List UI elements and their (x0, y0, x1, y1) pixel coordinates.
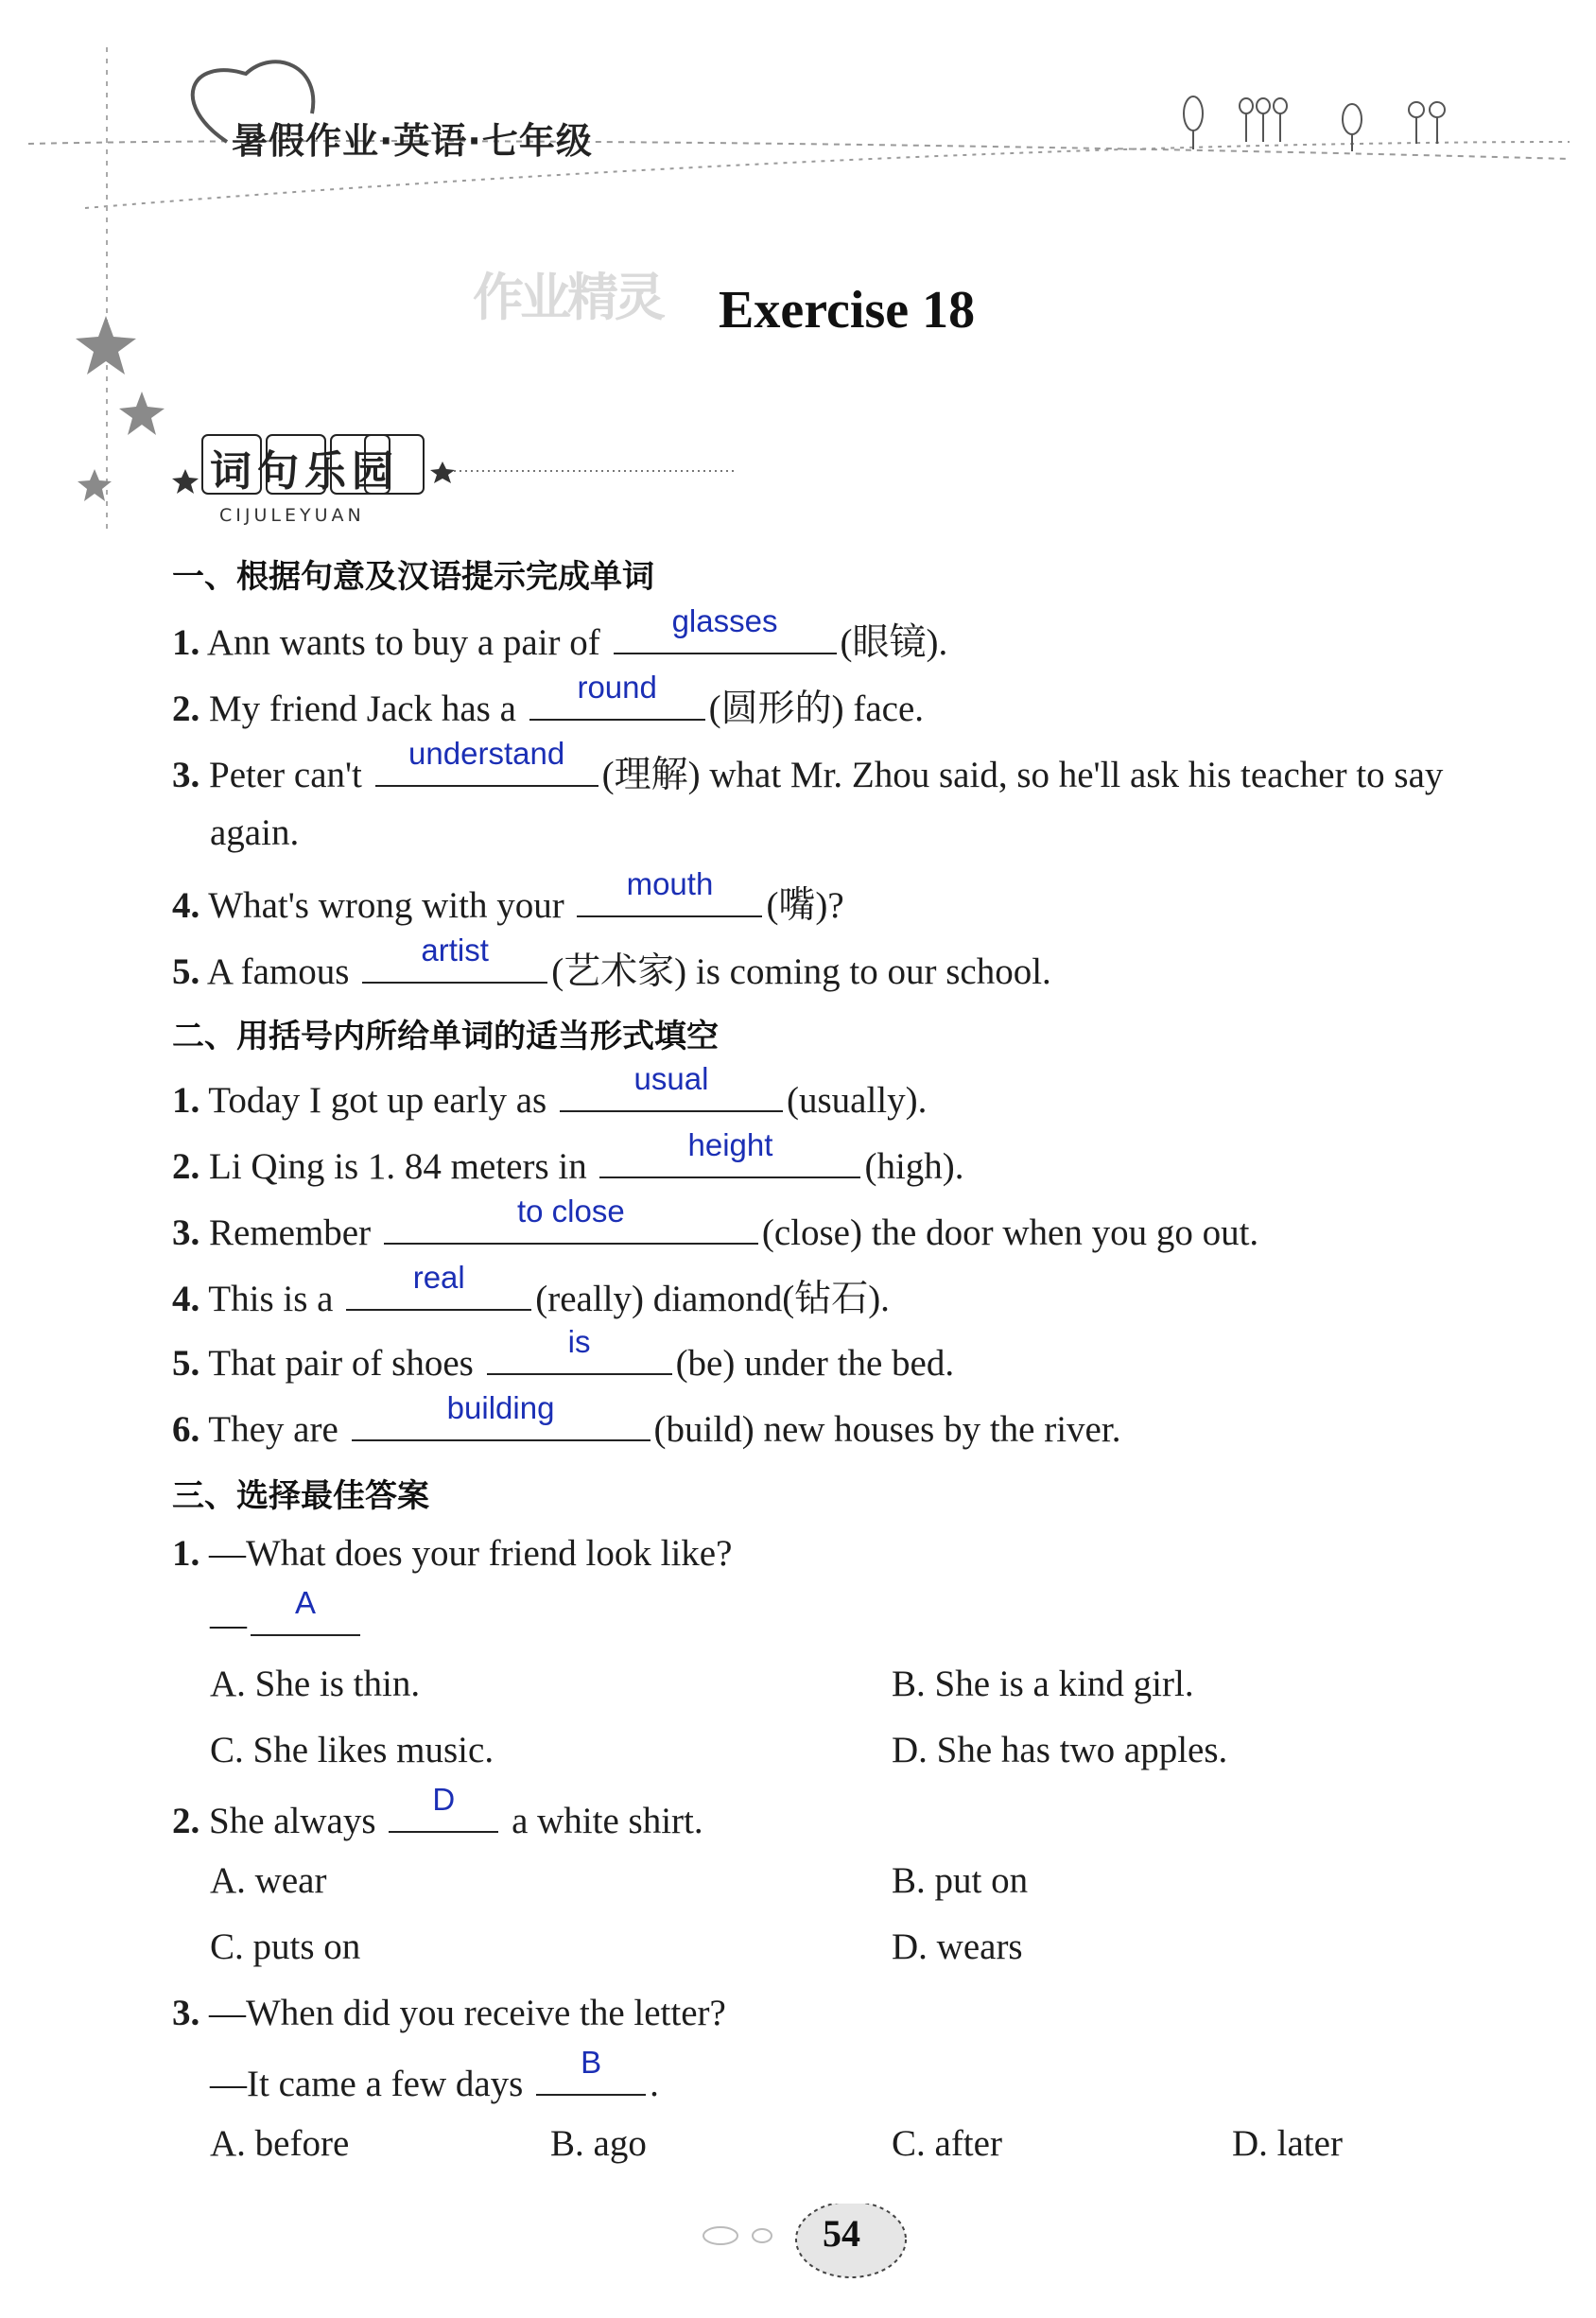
s3-q3-answer-line: —It came a few days B . (210, 2045, 659, 2104)
s3-q1-option-c[interactable]: C. She likes music. (210, 1730, 494, 1770)
s3-q1-option-a[interactable]: A. She is thin. (210, 1664, 421, 1704)
s3-q1-option-b[interactable]: B. She is a kind girl. (892, 1664, 1194, 1704)
answer-blank[interactable]: artist (362, 944, 547, 984)
s3-q2: 2. She always D a white shirt. (172, 1782, 703, 1841)
s1-q3: 3. Peter can't understand (理解) what Mr. Zhou said, so he'll ask his teacher to say (172, 736, 1444, 795)
s3-q3-option-c[interactable]: C. after (892, 2123, 1002, 2164)
s3-q3-option-a[interactable]: A. before (210, 2123, 350, 2164)
s3-q2-option-d[interactable]: D. wears (892, 1926, 1023, 1967)
page-number-decoration (700, 2204, 927, 2289)
answer-blank[interactable]: D (389, 1793, 498, 1833)
section-badge: 词句乐园 (210, 447, 399, 496)
page-number: 54 (823, 2212, 860, 2255)
s1-q1: 1. Ann wants to buy a pair of glasses (眼镜). (172, 603, 948, 663)
section-1-heading: 一、根据句意及汉语提示完成单词 (172, 558, 654, 596)
answer-blank[interactable]: to close (384, 1205, 758, 1245)
s2-q6: 6. They are building (build) new houses by the river. (172, 1390, 1121, 1450)
answer-blank[interactable]: is (487, 1335, 672, 1375)
s3-q2-option-b[interactable]: B. put on (892, 1860, 1029, 1901)
answer-blank[interactable]: usual (560, 1072, 783, 1112)
s3-q1-answer-line: — A (210, 1596, 364, 1646)
s1-q2: 2. My friend Jack has a round (圆形的) face. (172, 670, 925, 729)
s3-q2-option-c[interactable]: C. puts on (210, 1926, 361, 1967)
section-3-heading: 三、选择最佳答案 (172, 1477, 429, 1515)
s3-q3-stem: 3. —When did you receive the letter? (172, 1993, 726, 2033)
s3-q3-option-b[interactable]: B. ago (550, 2123, 647, 2164)
answer-blank[interactable]: height (599, 1139, 860, 1178)
answer-blank[interactable]: real (346, 1271, 531, 1311)
answer-blank[interactable]: glasses (614, 615, 837, 654)
section-badge-pinyin: CIJULEYUAN (219, 505, 365, 526)
answer-blank[interactable]: round (529, 681, 705, 721)
s3-q2-option-a[interactable]: A. wear (210, 1860, 327, 1901)
answer-blank[interactable]: B (536, 2056, 646, 2096)
s2-q2: 2. Li Qing is 1. 84 meters in height (high). (172, 1127, 964, 1187)
s2-q3: 3. Remember to close (close) the door when you go out. (172, 1194, 1259, 1253)
answer-blank[interactable]: mouth (577, 878, 762, 917)
s2-q5: 5. That pair of shoes is (be) under the bed. (172, 1324, 955, 1384)
s3-q3-option-d[interactable]: D. later (1232, 2123, 1343, 2164)
watermark: 作业精灵 (473, 268, 662, 327)
s1-q4: 4. What's wrong with your mouth (嘴)? (172, 866, 844, 926)
s1-q3-continuation: again. (210, 812, 300, 853)
s1-q5: 5. A famous artist (艺术家) is coming to our school. (172, 932, 1051, 992)
answer-blank[interactable]: A (251, 1596, 360, 1636)
exercise-title: Exercise 18 (719, 281, 976, 340)
answer-blank[interactable]: building (352, 1402, 651, 1441)
s3-q1-option-d[interactable]: D. She has two apples. (892, 1730, 1228, 1770)
s2-q4: 4. This is a real (really) diamond(钻石). (172, 1260, 890, 1319)
answer-blank[interactable]: understand (375, 747, 598, 787)
s3-q1-stem: 1. —What does your friend look like? (172, 1533, 733, 1574)
s2-q1: 1. Today I got up early as usual (usually). (172, 1061, 928, 1121)
header-title: 暑假作业·英语·七年级 (232, 120, 593, 162)
section-2-heading: 二、用括号内所给单词的适当形式填空 (172, 1018, 719, 1055)
